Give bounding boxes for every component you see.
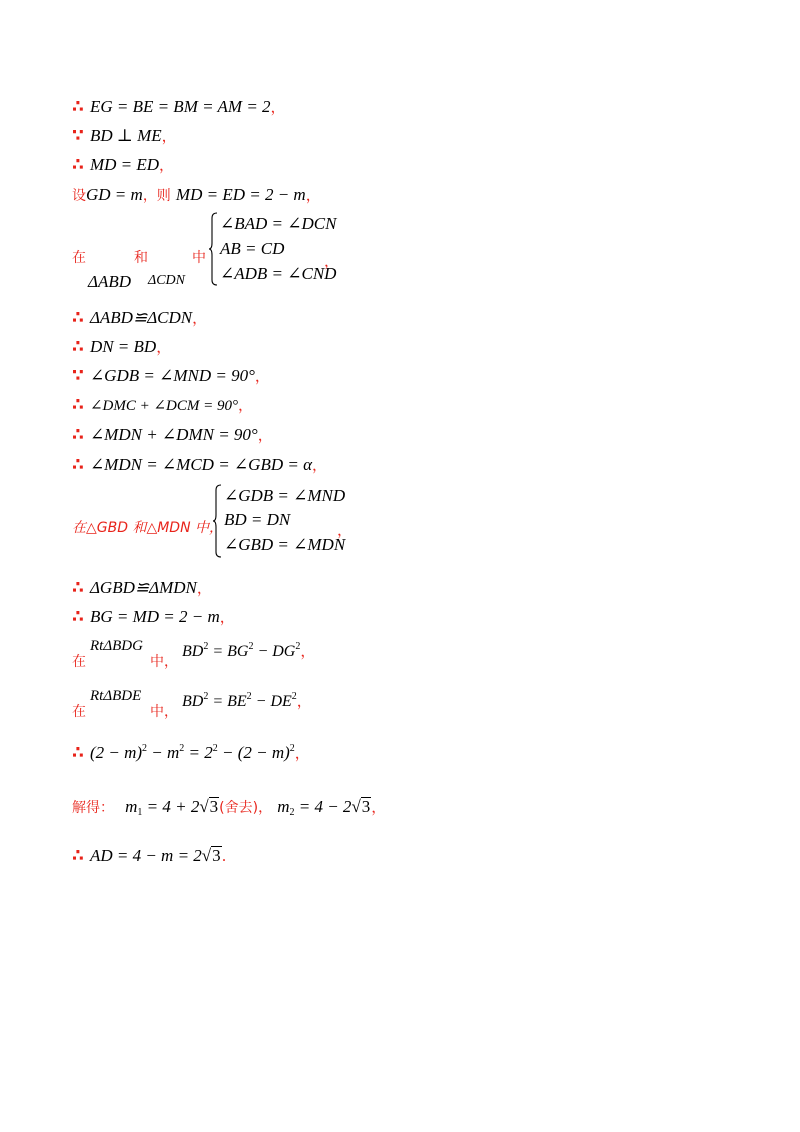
therefore-symbol: ∴ — [72, 155, 85, 175]
equation-system — [212, 484, 352, 558]
chinese-text: 中， — [150, 654, 178, 670]
chinese-text: 在△GBD 和△MDN 中， — [72, 520, 223, 536]
therefore-symbol: ∴ — [72, 337, 85, 357]
system-row: ∠GBD = ∠MDN — [224, 535, 346, 554]
step-15 — [72, 638, 332, 670]
equation: $BD^2 = BE^2 - DE^2$， — [182, 691, 312, 710]
chinese-text: 解得： — [72, 800, 114, 816]
math-expression: BD ⊥ ME — [89, 126, 162, 145]
punctuation: . — [221, 847, 227, 865]
chinese-text: 和 — [134, 250, 148, 266]
math-expression: GD = m — [86, 185, 143, 204]
step-7 — [72, 336, 171, 357]
equation-system — [208, 212, 348, 286]
step-17 — [72, 742, 310, 763]
step-19 — [72, 846, 226, 866]
math-expression: ∠DMC + ∠DCM = 90° — [89, 398, 238, 414]
left-brace-icon — [212, 484, 222, 558]
punctuation: ， — [337, 521, 353, 539]
root-m1: $m_1 = 4 + 2√3$ — [125, 797, 219, 818]
step-11 — [72, 454, 327, 475]
math-expression: ∠MDN + ∠DMN = 90° — [89, 425, 258, 444]
punctuation: ， — [371, 798, 387, 816]
punctuation: ， — [294, 744, 310, 762]
chinese-text: 中， — [150, 704, 178, 720]
math-expression: ∠GDB = ∠MND = 90° — [89, 366, 255, 385]
therefore-symbol: ∴ — [72, 846, 85, 866]
step-18 — [72, 796, 386, 817]
system-row: ∠BAD = ∠DCN — [220, 214, 337, 233]
punctuation: ， — [305, 186, 321, 204]
step-12 — [72, 484, 372, 558]
math-expression: RtΔBDE — [90, 688, 142, 704]
step-13 — [72, 577, 212, 598]
chinese-text: 在 — [72, 704, 86, 720]
punctuation: ， — [270, 98, 286, 116]
chinese-text: 在 — [72, 654, 86, 670]
equation: $(2 - m)^2 - m^2 = 2^2 - (2 - m)^2$ — [89, 743, 295, 762]
chinese-text: 中 — [192, 250, 206, 266]
math-expression: EG = BE = BM = AM = 2 — [89, 97, 271, 116]
math-expression: ΔCDN — [148, 273, 186, 288]
left-brace-icon — [208, 212, 218, 286]
step-6 — [72, 307, 207, 328]
step-4 — [72, 184, 321, 205]
chinese-text: ，则 — [142, 188, 171, 204]
punctuation: ， — [156, 338, 172, 356]
step-2 — [72, 125, 177, 146]
math-expression: ∠MDN = ∠MCD = ∠GBD = α — [89, 455, 312, 474]
punctuation: ， — [324, 252, 340, 270]
therefore-symbol: ∴ — [72, 97, 85, 117]
therefore-symbol: ∴ — [72, 578, 85, 598]
step-1 — [72, 96, 286, 117]
step-5 — [72, 212, 372, 292]
punctuation: ， — [161, 127, 177, 145]
root-m2: $m_2 = 4 - 2√3$ — [277, 797, 371, 818]
math-expression: DN = BD — [89, 337, 157, 356]
punctuation: ， — [257, 426, 273, 444]
discard-note: (舍去) — [219, 800, 259, 816]
system-row: ∠GDB = ∠MND — [224, 486, 346, 505]
punctuation: ， — [312, 456, 328, 474]
therefore-symbol: ∴ — [72, 425, 85, 445]
therefore-symbol: ∴ — [72, 607, 85, 627]
because-symbol: ∵ — [72, 366, 85, 386]
system-row: AB = CD — [220, 239, 285, 258]
system-row: ∠ADB = ∠CND — [220, 264, 337, 283]
math-expression: ΔGBD≌ΔMDN — [89, 578, 197, 597]
math-expression: AD = 4 − m = 2√3 — [89, 846, 221, 865]
step-16 — [72, 688, 332, 720]
step-9 — [72, 394, 253, 415]
math-expression: ΔABD≌ΔCDN — [89, 308, 193, 327]
step-3 — [72, 154, 174, 175]
step-14 — [72, 606, 235, 627]
punctuation: ， — [237, 396, 253, 414]
punctuation: ， — [192, 309, 208, 327]
chinese-text: 设 — [72, 188, 86, 204]
math-expression: MD = ED — [89, 155, 160, 174]
system-row: BD = DN — [224, 510, 291, 529]
equation: $BD^2 = BG^2 - DG^2$， — [182, 641, 316, 660]
therefore-symbol: ∴ — [72, 743, 85, 763]
math-expression: RtΔBDG — [90, 638, 143, 654]
math-expression: MD = ED = 2 − m — [175, 185, 306, 204]
punctuation: ， — [219, 608, 235, 626]
step-8 — [72, 365, 270, 386]
math-expression: BG = MD = 2 − m — [89, 607, 220, 626]
punctuation: ， — [254, 367, 270, 385]
punctuation: ， — [159, 156, 175, 174]
because-symbol: ∵ — [72, 126, 85, 146]
step-10 — [72, 424, 273, 445]
separator: ， — [258, 800, 273, 816]
chinese-text: 在 — [72, 250, 86, 266]
therefore-symbol: ∴ — [72, 308, 85, 328]
therefore-symbol: ∴ — [72, 455, 85, 475]
math-expression: ΔABD — [88, 272, 132, 291]
therefore-symbol: ∴ — [72, 395, 85, 415]
punctuation: ， — [196, 579, 212, 597]
